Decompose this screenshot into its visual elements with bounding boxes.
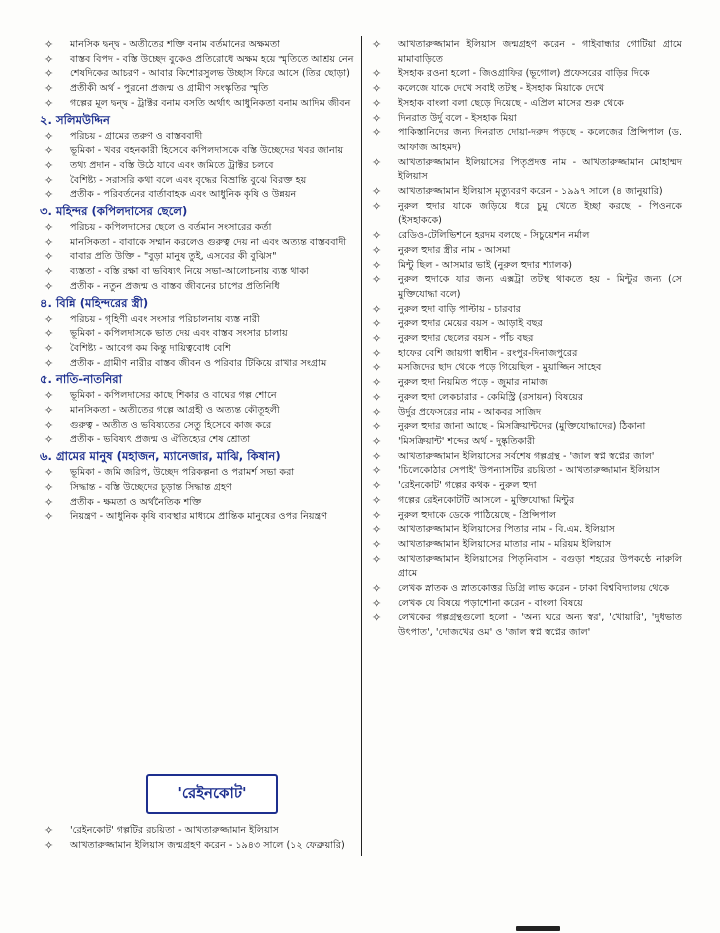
list-item <box>372 332 682 347</box>
bullet-star-icon: ✧ <box>44 279 54 293</box>
list-item-text: শেষদিকের আচরণ - আবার কিশোরসুলভ উচ্ছাস ফিরে আসে (তির ছোড়া) <box>70 68 350 80</box>
bullet-star-icon: ✧ <box>372 537 382 551</box>
bullet-star-icon: ✧ <box>44 250 54 264</box>
list-item <box>44 481 354 496</box>
list-item-text: 'মিসক্রিয়ান্ট' শব্দের অর্থ - দুষ্কৃতিকারী <box>398 435 536 447</box>
list-item-text: নুরুল হুদার যাকে জড়িয়ে ধরে চুমু খেতে ইচ্ছা করছে - পিওনকে (ইসহাককে) <box>398 200 682 227</box>
list-item <box>44 419 354 434</box>
bullet-star-icon: ✧ <box>44 510 54 524</box>
list-item <box>44 188 354 203</box>
list-item-text: মানসিকতা - অতীতের গল্পে আগ্রহী ও অত্যন্ত কৌতূহলী <box>70 405 280 417</box>
list-item <box>372 156 682 185</box>
bullet-star-icon: ✧ <box>44 466 54 480</box>
bullet-star-icon: ✧ <box>372 111 382 125</box>
list-item <box>44 839 354 854</box>
list-item <box>44 67 354 82</box>
list-item-text: আখতারুজ্জামান ইলিয়াসের সর্বশেষ গল্পগ্রন্থ - 'জাল স্বপ্ন স্বপ্নের জাল' <box>398 450 655 462</box>
list-item-text: ব্যস্ততা - বস্তি রক্ষা বা ভবিষ্যৎ নিয়ে সভা-আলোচনায় ব্যস্ত থাকা <box>70 266 309 278</box>
bullet-star-icon: ✧ <box>44 312 54 326</box>
section-heading: ৪. বিন্নি (মহিন্দরের স্ত্রী) <box>40 295 149 310</box>
list-item-text: ইসহাক বাংলা বলা ছেড়ে দিয়েছে - এপ্রিল মাসের শুরু থেকে <box>398 97 624 109</box>
bullet-star-icon: ✧ <box>44 433 54 447</box>
list-item <box>44 221 354 236</box>
section-heading: ৩. মহিন্দর (কপিলদাসের ছেলে) <box>40 204 188 219</box>
list-item <box>44 250 354 265</box>
list-item-text: ভূমিকা - কপিলদাসকে ভাত দেয় এবং বাস্তব সংসার চালায় <box>70 328 288 340</box>
list-item <box>372 259 682 274</box>
bullet-star-icon: ✧ <box>44 838 54 852</box>
list-item-text: প্রতীক - গ্রামীণ নারীর বাস্তব জীবন ও পরিবার টিকিয়ে রাখার সংগ্রাম <box>70 357 327 369</box>
list-item-text: পরিচয় - গ্রামের তরুণ ও বাস্তববাদী <box>70 130 203 142</box>
bullet-star-icon: ✧ <box>44 96 54 110</box>
list-item-text: পরিচয় - কপিলদাসের ছেলে ও বর্তমান সংসারের কর্তা <box>70 222 272 234</box>
list-item <box>44 327 354 342</box>
list-item <box>44 144 354 159</box>
list-item-text: মিন্টু ছিল - আসমার ভাই (নুরুল হুদার শ্যালক) <box>398 259 573 271</box>
list-item-text: গল্পের মূল দ্বন্দ্ব - ট্রাক্টর বনাম বসতি অর্থাৎ আধুনিকতা বনাম আদিম জীবন <box>70 97 351 109</box>
list-item-text: উর্দুর প্রফেসরের নাম - আকবর সাজিদ <box>398 406 542 418</box>
list-item-text: লেখকের গল্পগ্রন্থগুলো হলো - 'অন্য ঘরে অন্য স্বর', 'খোয়ারি', 'দুধভাত উৎপাত', 'দোজখের ওম' ও 'জাল স্বপ্ন স্বপ্নের জাল' <box>398 612 682 639</box>
list-item <box>372 112 682 127</box>
bullet-star-icon: ✧ <box>372 582 382 596</box>
list-item-text: নুরুল হুদার স্ত্রীর নাম - আসমা <box>398 244 511 256</box>
list-item-text: বৈশিষ্ট্য - সরাসরি কথা বলে এবং বৃদ্ধের বিভ্রান্তি বুঝে বিরক্ত হয় <box>70 174 307 186</box>
bullet-star-icon: ✧ <box>372 449 382 463</box>
list-item-text: আখতারুজ্জামান ইলিয়াস জন্মগ্রহণ করেন - ১৯৪৩ সালে (১২ ফেব্রুয়ারি) <box>70 839 345 851</box>
bullet-star-icon: ✧ <box>372 199 382 213</box>
list-item <box>44 389 354 404</box>
bullet-star-icon: ✧ <box>44 356 54 370</box>
bullet-star-icon: ✧ <box>44 327 54 341</box>
list-item <box>372 97 682 112</box>
list-item-text: নুরুল হুদার মেয়ের বয়স - আড়াই বছর <box>398 318 543 330</box>
list-item-text: নুরুল হুদা লেকচারার - কেমিস্ট্রি (রসায়ন) বিষয়ের <box>398 391 584 403</box>
list-item <box>44 342 354 357</box>
section-heading: ৬. গ্রামের মানুষ (মহাজন, ম্যানেজার, মাঝি, কিষান) <box>40 449 281 464</box>
list-item-text: লেখক যে বিষয়ে পড়াশোনা করেন - বাংলা বিষয়ে <box>398 597 583 609</box>
left-bottom-list <box>44 824 354 853</box>
list-item-text: নুরুল হুদা নিয়মিত পড়ে - জুমার নামাজ <box>398 377 548 389</box>
list-item-text: প্রতীকী অর্থ - পুরনো প্রজন্ম ও গ্রামীণ সংস্কৃতির স্মৃতি <box>70 83 269 95</box>
list-item <box>372 126 682 155</box>
bullet-star-icon: ✧ <box>372 376 382 390</box>
list-item <box>372 347 682 362</box>
bullet-star-icon: ✧ <box>372 317 382 331</box>
list-item <box>372 406 682 421</box>
bullet-star-icon: ✧ <box>44 221 54 235</box>
list-item <box>372 38 682 67</box>
bullet-star-icon: ✧ <box>372 361 382 375</box>
list-item <box>372 391 682 406</box>
list-item <box>44 236 354 251</box>
list-item-text: নুরুল হুদার ছেলের বয়স - পাঁচ বছর <box>398 333 534 345</box>
list-item-text: আখতারুজ্জামান ইলিয়াস জন্মগ্রহণ করেন - গাইবান্ধার গোটিয়া গ্রামে মামাবাড়িতে <box>398 39 682 65</box>
list-item <box>44 265 354 280</box>
bullet-star-icon: ✧ <box>372 155 382 169</box>
bullet-star-icon: ✧ <box>372 464 382 478</box>
list-item <box>372 450 682 465</box>
list-item <box>372 582 682 597</box>
list-item-text: মানসিকতা - বাবাকে সম্মান করলেও গুরুত্ব দেয় না এবং অত্যন্ত বাস্তববাদী <box>70 236 347 248</box>
list-item <box>372 376 682 391</box>
bullet-star-icon: ✧ <box>372 523 382 537</box>
bullet-star-icon: ✧ <box>372 405 382 419</box>
bullet-star-icon: ✧ <box>372 346 382 360</box>
bullet-star-icon: ✧ <box>44 341 54 355</box>
list-item-text: আখতারুজ্জামান ইলিয়াসের পিতার নাম - বি.এম. ইলিয়াস <box>398 524 615 536</box>
list-item-text: বাবার প্রতি উক্তি - "বুড়া মানুষ তুই, এসবের কী বুঝিস" <box>70 251 277 263</box>
list-item-text: মানসিক দ্বন্দ্ব - অতীতের শক্তি বনাম বর্তমানের অক্ষমতা <box>70 39 280 50</box>
bullet-star-icon: ✧ <box>44 389 54 403</box>
list-item <box>372 494 682 509</box>
bullet-star-icon: ✧ <box>44 38 54 51</box>
list-item-text: নুরুল হুদার জানা আছে - মিসক্রিয়ান্টদের (মুক্তিযোদ্ধাদের) ঠিকানা <box>398 421 646 433</box>
left-column <box>40 38 354 525</box>
list-item <box>44 510 354 525</box>
list-item <box>372 611 682 640</box>
bullet-star-icon: ✧ <box>44 82 54 96</box>
list-item <box>44 496 354 511</box>
list-item <box>44 82 354 97</box>
bullet-star-icon: ✧ <box>372 67 382 81</box>
list-item <box>372 464 682 479</box>
list-item <box>372 317 682 332</box>
bullet-star-icon: ✧ <box>372 96 382 110</box>
section-heading: ৫. নাতি-নাতনিরা <box>40 372 123 387</box>
list-item-text: আখতারুজ্জামান ইলিয়াসের পিতৃনিবাস - বগুড়া শহরের উপকণ্ঠে নারুলি গ্রামে <box>398 553 682 580</box>
right-column <box>372 38 682 641</box>
bullet-star-icon: ✧ <box>44 480 54 494</box>
bullet-star-icon: ✧ <box>372 258 382 272</box>
list-item <box>372 82 682 97</box>
list-item-text: 'রেইনকোট' গল্পটির রচয়িতা - আখতারুজ্জামান ইলিয়াস <box>70 825 279 836</box>
list-item <box>44 38 354 53</box>
list-item <box>372 420 682 435</box>
list-item-text: প্রতীক - পরিবর্তনের বার্তাবাহক এবং আধুনিক কৃষি ও উন্নয়ন <box>70 189 297 201</box>
list-item <box>44 433 354 448</box>
bullet-star-icon: ✧ <box>372 611 382 625</box>
bullet-star-icon: ✧ <box>44 404 54 418</box>
list-item-text: ভূমিকা - কপিলদাসের কাছে শিকার ও বাঘের গল্প শোনে <box>70 390 277 402</box>
list-item-text: 'রেইনকোট' গল্পের কথক - নুরুল হুদা <box>398 480 537 492</box>
list-item-text: প্রতীক - নতুন প্রজন্ম ও বাস্তব জীবনের চাপের প্রতিনিধি <box>70 280 280 292</box>
list-item-text: ভূমিকা - খবর বহনকারী হিসেবে কপিলদাসকে বস্তি উচ্ছেদের খবর জানায় <box>70 145 344 157</box>
list-item-text: পাকিস্তানিদের জন্য দিনরাত দোয়া-দরুদ পড়ছে - কলেজের প্রিন্সিপাল (ড. আফাজ আহমদ) <box>398 127 682 153</box>
bullet-star-icon: ✧ <box>44 824 54 837</box>
list-item-text: বাস্তব বিপদ - বস্তি উচ্ছেদ বুকেও প্রতিরোধে অক্ষম হয়ে স্মৃতিতে আশ্রয় নেন <box>70 53 354 65</box>
bullet-star-icon: ✧ <box>44 158 54 172</box>
list-item <box>372 523 682 538</box>
list-item-text: আখতারুজ্জামান ইলিয়াস মৃত্যুবরণ করেন - ১৯৯৭ সালে (৪ জানুয়ারি) <box>398 186 663 198</box>
bullet-star-icon: ✧ <box>372 479 382 493</box>
bullet-star-icon: ✧ <box>372 273 382 287</box>
list-item-text: প্রতীক - ভবিষ্যৎ প্রজন্ম ও ঐতিহ্যের শেষ শ্রোতা <box>70 434 251 446</box>
list-item <box>44 159 354 174</box>
bullet-star-icon: ✧ <box>44 173 54 187</box>
list-item-text: সিদ্ধান্ত - বস্তি উচ্ছেদের চূড়ান্ত সিদ্ধান্ত গ্রহণ <box>70 481 232 493</box>
bullet-star-icon: ✧ <box>372 508 382 522</box>
list-item-text: দিনরাত উর্দু বলে - ইসহাক মিয়া <box>398 112 517 124</box>
bullet-star-icon: ✧ <box>44 235 54 249</box>
bullet-star-icon: ✧ <box>44 188 54 202</box>
list-item-text: নুরুল হুদাকে যার জন্য এক্সট্রা তটস্থ থাকতে হয় - মিন্টুর জন্য (সে মুক্তিযোদ্ধা বলে) <box>398 274 682 300</box>
list-item <box>44 404 354 419</box>
list-item <box>372 553 682 582</box>
list-item <box>372 185 682 200</box>
list-item <box>44 313 354 328</box>
list-item-text: হাফের বেশি জায়গা স্বাধীন - রংপুর-দিনাজপুরের <box>398 347 578 359</box>
list-item <box>372 67 682 82</box>
list-item-text: প্রতীক - ক্ষমতা ও অর্থনৈতিক শক্তি <box>70 496 202 508</box>
list-item-text: পরিচয় - গৃহিণী এবং সংসার পরিচালনায় ব্যস্ত নারী <box>70 313 260 325</box>
column-divider <box>361 36 362 856</box>
bullet-star-icon: ✧ <box>372 552 382 566</box>
list-item <box>44 53 354 68</box>
list-item-text: লেখক স্নাতক ও স্নাতকোত্তর ডিগ্রি লাভ করেন - ঢাকা বিশ্ববিদ্যালয় থেকে <box>398 583 670 595</box>
list-item <box>44 280 354 295</box>
list-item-text: রেডিও-টেলিভিশনে হরদম বলছে - সিচুয়েশন নর্মাল <box>398 230 590 242</box>
list-item-text: গুরুত্ব - অতীত ও ভবিষ্যতের সেতু হিসেবে কাজ করে <box>70 419 272 431</box>
list-item-text: ইসহাক রওনা হলো - জিওগ্রাফির (ভূগোল) প্রফেসরের বাড়ির দিকে <box>398 68 650 80</box>
list-item <box>372 361 682 376</box>
list-item <box>44 824 354 839</box>
list-item <box>372 273 682 302</box>
list-item <box>44 97 354 112</box>
list-item-text: বৈশিষ্ট্য - আবেগ কম কিন্তু দায়িত্ববোধ বেশি <box>70 342 231 354</box>
section-heading: ২. সলিমউদ্দিন <box>40 112 110 127</box>
bullet-star-icon: ✧ <box>44 129 54 143</box>
bullet-star-icon: ✧ <box>372 420 382 434</box>
list-item-text: নুরুল হুদাকে ডেকে পাঠিয়েছে - প্রিন্সিপাল <box>398 509 556 521</box>
bullet-star-icon: ✧ <box>372 390 382 404</box>
bullet-star-icon: ✧ <box>372 596 382 610</box>
list-item <box>44 130 354 145</box>
bullet-star-icon: ✧ <box>44 52 54 66</box>
list-item-text: আখতারুজ্জামান ইলিয়াসের মাতার নাম - মরিয়ম ইলিয়াস <box>398 538 612 550</box>
bullet-star-icon: ✧ <box>372 493 382 507</box>
list-item <box>372 200 682 229</box>
bullet-star-icon: ✧ <box>372 38 382 51</box>
scroll-indicator[interactable] <box>516 926 560 931</box>
list-item <box>372 538 682 553</box>
section-title: 'রেইনকোট' <box>177 783 247 802</box>
bullet-star-icon: ✧ <box>372 332 382 346</box>
list-item <box>372 303 682 318</box>
bullet-star-icon: ✧ <box>372 302 382 316</box>
bullet-star-icon: ✧ <box>44 265 54 279</box>
section-title-box <box>146 774 278 814</box>
list-item-text: নিয়ন্ত্রণ - আধুনিক কৃষি ব্যবস্থার মাধ্যমে প্রান্তিক মানুষের ওপর নিয়ন্ত্রণ <box>70 511 328 523</box>
list-item <box>44 174 354 189</box>
bullet-star-icon: ✧ <box>372 185 382 199</box>
list-item <box>372 229 682 244</box>
list-item <box>372 435 682 450</box>
bullet-star-icon: ✧ <box>372 82 382 96</box>
list-item <box>372 479 682 494</box>
list-item-text: ভূমিকা - জমি জরিপ, উচ্ছেদ পরিকল্পনা ও পরামর্শ সভা করা <box>70 467 295 479</box>
bullet-star-icon: ✧ <box>44 495 54 509</box>
bullet-star-icon: ✧ <box>44 144 54 158</box>
list-item-text: নুরুল হুদা বাড়ি পাল্টায় - চারবার <box>398 303 521 315</box>
bullet-star-icon: ✧ <box>372 243 382 257</box>
bullet-star-icon: ✧ <box>372 126 382 140</box>
bullet-star-icon: ✧ <box>44 67 54 81</box>
list-item <box>372 509 682 524</box>
bullet-star-icon: ✧ <box>372 434 382 448</box>
bullet-star-icon: ✧ <box>372 229 382 243</box>
list-item-text: গল্পের রেইনকোটটি আসলে - মুক্তিযোদ্ধা মিন্টুর <box>398 494 575 506</box>
list-item-text: কলেজে যাকে দেখে সবাই তটস্থ - ইসহাক মিয়াকে দেখে <box>398 83 605 95</box>
list-item-text: তথ্য প্রদান - বস্তি উঠে যাবে এবং জমিতে ট্রাক্টর চলবে <box>70 159 274 171</box>
list-item <box>44 466 354 481</box>
list-item <box>44 357 354 372</box>
list-item-text: মসজিদের ছাদ থেকে পড়ে গিয়েছিল - মুয়াজ্জিন সাহেব <box>398 362 602 374</box>
list-item-text: 'চিলেকোঠার সেপাই' উপন্যাসটির রচয়িতা - আখতারুজ্জামান ইলিয়াস <box>398 465 660 477</box>
list-item-text: আখতারুজ্জামান ইলিয়াসের পিতৃপ্রদত্ত নাম - আখতারুজ্জামান মোহাম্মদ ইলিয়াস <box>398 156 682 183</box>
list-item <box>372 244 682 259</box>
bullet-star-icon: ✧ <box>44 418 54 432</box>
list-item <box>372 597 682 612</box>
